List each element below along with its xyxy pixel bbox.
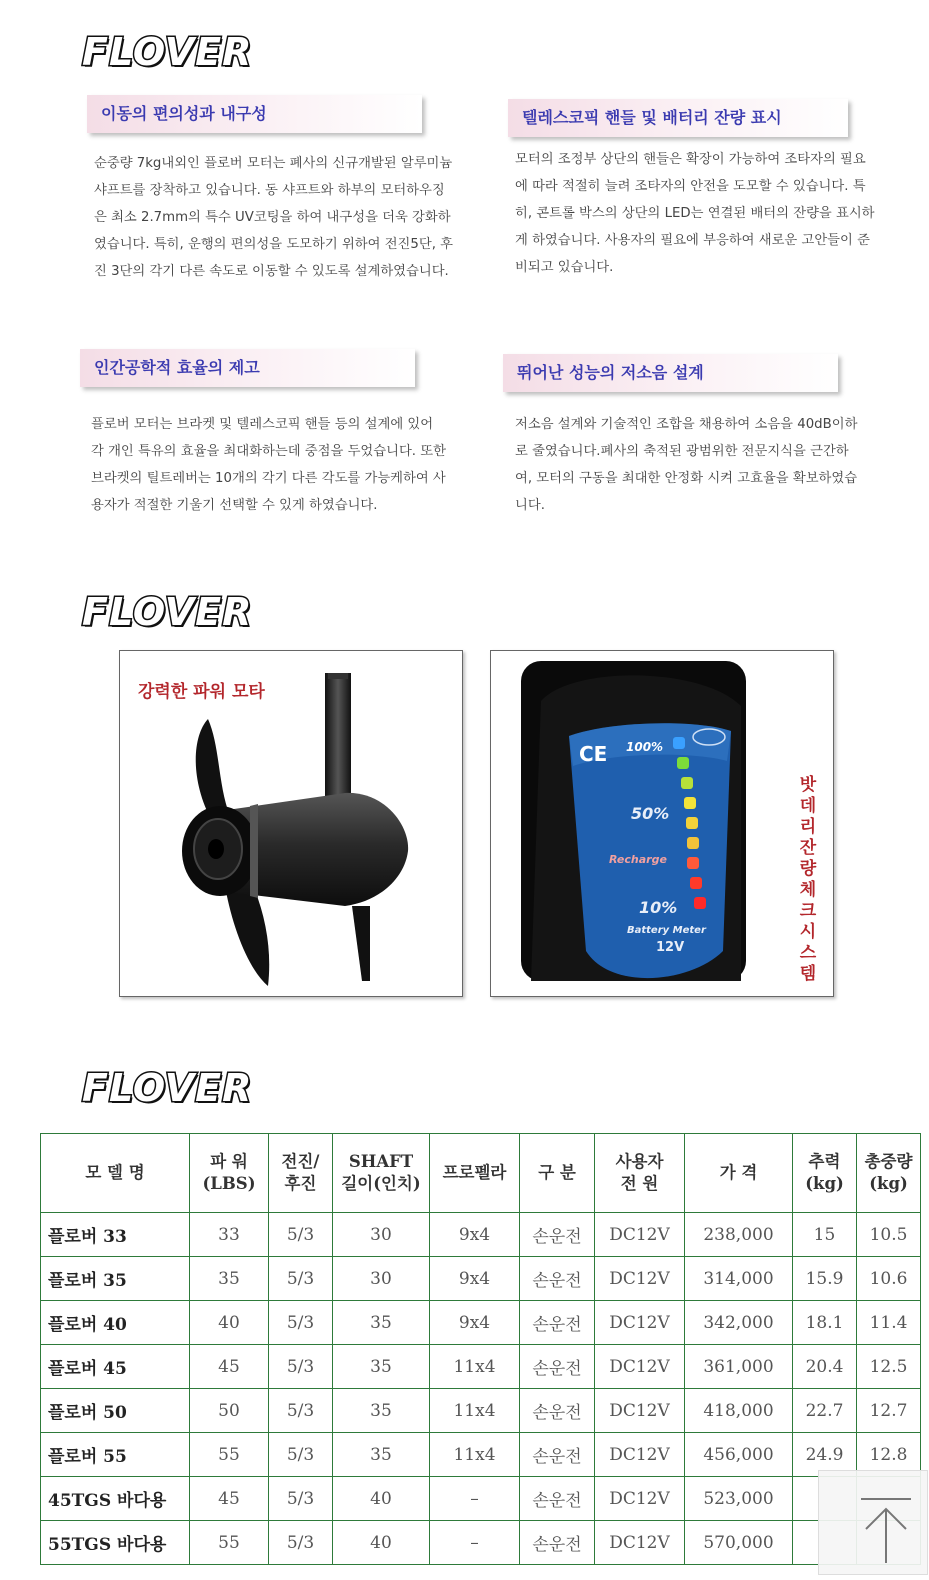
table-cell: 5/3 xyxy=(269,1213,333,1257)
column-header-line: (LBS) xyxy=(202,1174,256,1193)
table-cell: 5/3 xyxy=(269,1433,333,1477)
column-header-line: 프로펠라 xyxy=(442,1163,507,1182)
battery-led xyxy=(677,757,689,769)
table-cell: 손운전 xyxy=(520,1389,595,1433)
column-header-line: 전진/ xyxy=(281,1152,320,1171)
table-cell: 9x4 xyxy=(430,1257,520,1301)
column-header xyxy=(793,1134,857,1213)
column-header xyxy=(41,1134,190,1213)
table-cell: 570,000 xyxy=(685,1521,793,1565)
column-header-line: (kg) xyxy=(869,1174,908,1193)
table-cell: 361,000 xyxy=(685,1345,793,1389)
model-name-cell: 플로버 45 xyxy=(41,1345,190,1389)
table-cell: 18.1 xyxy=(793,1301,857,1345)
table-cell: DC12V xyxy=(595,1521,685,1565)
meter-ce: CE xyxy=(579,742,608,766)
table-cell: 238,000 xyxy=(685,1213,793,1257)
model-name-cell: 플로버 50 xyxy=(41,1389,190,1433)
table-cell: 10.6 xyxy=(857,1257,921,1301)
motor-photo xyxy=(119,650,463,997)
scroll-top-button[interactable] xyxy=(818,1470,928,1575)
model-name-cell: 플로버 55 xyxy=(41,1433,190,1477)
battery-led xyxy=(686,817,698,829)
table-cell: 15.9 xyxy=(793,1257,857,1301)
table-cell: 11x4 xyxy=(430,1389,520,1433)
battery-meter-photo xyxy=(490,650,834,997)
model-name-cell: 플로버 35 xyxy=(41,1257,190,1301)
table-cell: 9x4 xyxy=(430,1301,520,1345)
table-cell: 35 xyxy=(333,1345,430,1389)
table-header-row xyxy=(41,1134,921,1213)
table-cell: 456,000 xyxy=(685,1433,793,1477)
table-cell: DC12V xyxy=(595,1257,685,1301)
column-header xyxy=(685,1134,793,1213)
battery-led xyxy=(690,877,702,889)
spec-table xyxy=(40,1133,921,1565)
table-row xyxy=(41,1213,921,1257)
table-cell: 9x4 xyxy=(430,1213,520,1257)
table-cell: 45 xyxy=(190,1345,269,1389)
table-cell: 5/3 xyxy=(269,1301,333,1345)
meter-p50: 50% xyxy=(631,804,670,823)
table-cell: 24.9 xyxy=(793,1433,857,1477)
table-cell: 418,000 xyxy=(685,1389,793,1433)
column-header-line: (kg) xyxy=(805,1174,844,1193)
battery-led xyxy=(673,737,685,749)
column-header-line: 총중량 xyxy=(864,1152,913,1171)
table-cell: 11x4 xyxy=(430,1433,520,1477)
table-cell: 33 xyxy=(190,1213,269,1257)
model-name-cell: 55TGS 바다용 xyxy=(41,1521,190,1565)
flover-logo: FLOVER xyxy=(82,590,253,634)
table-cell: 손운전 xyxy=(520,1345,595,1389)
column-header xyxy=(269,1134,333,1213)
table-cell: DC12V xyxy=(595,1213,685,1257)
table-cell: 40 xyxy=(190,1301,269,1345)
meter-volt: 12V xyxy=(656,940,685,955)
table-cell: 손운전 xyxy=(520,1521,595,1565)
table-row xyxy=(41,1301,921,1345)
table-row xyxy=(41,1345,921,1389)
column-header xyxy=(595,1134,685,1213)
model-name-cell: 플로버 33 xyxy=(41,1213,190,1257)
table-cell: 50 xyxy=(190,1389,269,1433)
section-heading-mobility: 이동의 편의성과 내구성 xyxy=(87,95,422,133)
motor-caption: 강력한 파워 모타 xyxy=(138,682,265,702)
battery-meter-illustration xyxy=(491,651,833,996)
table-cell: 314,000 xyxy=(685,1257,793,1301)
column-header-line: 전 원 xyxy=(620,1174,659,1193)
table-cell: 22.7 xyxy=(793,1389,857,1433)
table-cell: 15 xyxy=(793,1213,857,1257)
section-heading-telescopic: 텔레스코픽 핸들 및 배터리 잔량 표시 xyxy=(508,99,848,137)
table-cell: 35 xyxy=(333,1301,430,1345)
table-cell: DC12V xyxy=(595,1477,685,1521)
table-cell: – xyxy=(430,1477,520,1521)
column-header xyxy=(430,1134,520,1213)
trolling-motor-illustration xyxy=(120,651,462,996)
meter-label: Battery Meter xyxy=(627,925,706,936)
table-cell: 30 xyxy=(333,1257,430,1301)
section-heading-ergonomics: 인간공학적 효율의 제고 xyxy=(80,349,415,387)
table-cell: 45 xyxy=(190,1477,269,1521)
section-body-ergonomics: 플로버 모터는 브라켓 및 텔레스코픽 핸들 등의 설계에 있어 각 개인 특유의 효율을 최대화하는데 중점을 두었습니다. 또한 브라켓의 틸트레버는 10개의 각기 다른 각도를 가능케하여 사용자가 적절한 기울기 선택할 수 있게 하였습니다. xyxy=(91,417,446,513)
table-cell: 35 xyxy=(190,1257,269,1301)
battery-caption: 밧데리 잔량 체크 시스템 xyxy=(799,775,817,984)
battery-led xyxy=(681,777,693,789)
section-body-telescopic: 모터의 조정부 상단의 핸들은 확장이 가능하여 조타자의 필요에 따라 적절히 늘려 조타자의 안전을 도모할 수 있습니다. 특히, 콘트롤 박스의 상단의 LED는 연결된 배터의 잔량을 표시하게 하였습니다. 사용자의 필요에 부응하여 새로운 고안들이 준비되고 있습니다. xyxy=(515,152,875,275)
battery-led xyxy=(687,857,699,869)
model-name-cell: 플로버 40 xyxy=(41,1301,190,1345)
table-cell: 12.5 xyxy=(857,1345,921,1389)
table-cell: 12.7 xyxy=(857,1389,921,1433)
table-cell: DC12V xyxy=(595,1345,685,1389)
model-name-cell: 45TGS 바다용 xyxy=(41,1477,190,1521)
table-cell: 11.4 xyxy=(857,1301,921,1345)
table-row xyxy=(41,1257,921,1301)
section-heading-low-noise: 뛰어난 성능의 저소음 설계 xyxy=(503,354,838,392)
column-header-line: 모 델 명 xyxy=(85,1163,145,1182)
table-cell: 손운전 xyxy=(520,1433,595,1477)
table-cell: 손운전 xyxy=(520,1213,595,1257)
column-header-line: 후진 xyxy=(284,1174,317,1193)
column-header-line: 구 분 xyxy=(538,1163,576,1182)
table-cell: 55 xyxy=(190,1521,269,1565)
section-body-low-noise: 저소음 설계와 기술적인 조합을 채용하여 소음을 40dB이하로 줄였습니다.폐사의 축적된 광범위한 전문지식을 근간하여, 모터의 구동을 최대한 안정화 시켜 고효율을 확보하였습니다. xyxy=(515,417,858,513)
table-cell: 30 xyxy=(333,1213,430,1257)
table-cell: 5/3 xyxy=(269,1389,333,1433)
battery-led xyxy=(684,797,696,809)
column-header xyxy=(857,1134,921,1213)
arrow-up-icon xyxy=(819,1471,929,1576)
table-cell: 35 xyxy=(333,1389,430,1433)
column-header-line: 가 격 xyxy=(719,1163,758,1182)
table-cell: 5/3 xyxy=(269,1477,333,1521)
table-cell: DC12V xyxy=(595,1389,685,1433)
flover-logo: FLOVER xyxy=(82,1066,253,1110)
column-header-line: 파 워 xyxy=(210,1152,248,1171)
flover-logo: FLOVER xyxy=(82,30,253,74)
column-header-line: 길이(인치) xyxy=(341,1174,421,1193)
table-cell: 40 xyxy=(333,1521,430,1565)
table-cell: 20.4 xyxy=(793,1345,857,1389)
table-cell: 손운전 xyxy=(520,1257,595,1301)
table-row xyxy=(41,1521,921,1565)
table-cell: 5/3 xyxy=(269,1521,333,1565)
table-cell: 55 xyxy=(190,1433,269,1477)
table-cell: – xyxy=(430,1521,520,1565)
table-cell: 523,000 xyxy=(685,1477,793,1521)
table-cell: 손운전 xyxy=(520,1301,595,1345)
table-row xyxy=(41,1433,921,1477)
column-header-line: 사용자 xyxy=(615,1152,664,1171)
table-cell: 35 xyxy=(333,1433,430,1477)
meter-p100: 100% xyxy=(626,740,664,754)
column-header-line: 추력 xyxy=(808,1152,841,1171)
table-cell: 342,000 xyxy=(685,1301,793,1345)
section-body-mobility: 순중량 7kg내외인 플로버 모터는 폐사의 신규개발된 알루미늄 샤프트를 장착하고 있습니다. 동 샤프트와 하부의 모터하우징은 최소 2.7mm의 특수 UV코팅을 하여 내구성을 더욱 강화하였습니다. 특히, 운행의 편의성을 도모하기 위하여 전진5단, 후진 3단의 각기 다른 속도로 이동할 수 있도록 설계하였습니다. xyxy=(94,156,454,279)
table-cell: 40 xyxy=(333,1477,430,1521)
column-header-line: SHAFT xyxy=(348,1152,414,1171)
table-cell: DC12V xyxy=(595,1433,685,1477)
table-row xyxy=(41,1389,921,1433)
table-cell: 10.5 xyxy=(857,1213,921,1257)
meter-recharge: Recharge xyxy=(609,853,667,866)
battery-led xyxy=(694,897,706,909)
column-header xyxy=(190,1134,269,1213)
table-cell: 12.8 xyxy=(857,1433,921,1477)
column-header xyxy=(333,1134,430,1213)
table-cell: 11x4 xyxy=(430,1345,520,1389)
table-cell: 5/3 xyxy=(269,1345,333,1389)
table-row xyxy=(41,1477,921,1521)
table-cell: 손운전 xyxy=(520,1477,595,1521)
column-header xyxy=(520,1134,595,1213)
meter-p10: 10% xyxy=(639,898,678,917)
battery-led xyxy=(687,837,699,849)
table-cell: 5/3 xyxy=(269,1257,333,1301)
table-cell: DC12V xyxy=(595,1301,685,1345)
